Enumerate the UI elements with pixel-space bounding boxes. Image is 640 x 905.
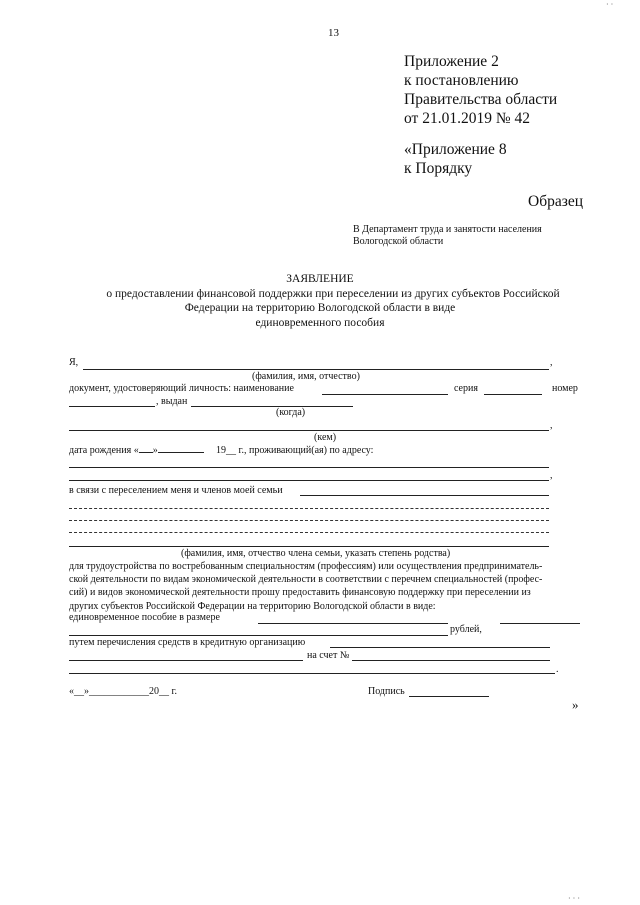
appendix-line: от 21.01.2019 № 42: [404, 110, 530, 127]
document-title: [0, 272, 640, 330]
by-whom-caption: (кем): [314, 432, 337, 443]
credit-org-field[interactable]: [330, 647, 550, 648]
appendix-line: Правительства области: [404, 91, 558, 108]
credit-org-field-2[interactable]: [69, 660, 303, 661]
series-field[interactable]: [484, 394, 542, 395]
signature-label: Подпись: [368, 686, 405, 697]
birth-prefix: дата рождения «: [69, 445, 139, 456]
family-member-field-4[interactable]: [69, 532, 549, 533]
appendix8-block: [404, 140, 507, 178]
allowance-label: единовременное пособие в размере: [69, 612, 220, 623]
appendix-block: [404, 52, 557, 128]
issued-label: , выдан: [156, 396, 188, 407]
title-line: ЗАЯВЛЕНИЕ: [286, 273, 354, 285]
addressee-line: Вологодской области: [353, 236, 444, 247]
fio-field[interactable]: [83, 369, 549, 370]
title-line: о предоставлении финансовой поддержки при переселении из других субъектов Российской: [106, 287, 560, 300]
family-member-field-1[interactable]: [300, 495, 549, 496]
when-caption: (когда): [276, 407, 306, 418]
purpose-line: ской деятельности по видам экономической деятельности в соответствии с перечнем специальностей (профес-: [69, 574, 543, 586]
comma: ,: [550, 357, 553, 368]
fio-caption: (фамилия, имя, отчество): [252, 371, 360, 382]
transfer-label: путем перечисления средств в кредитную организацию: [69, 637, 306, 648]
document-label: документ, удостоверяющий личность: наименование: [69, 383, 294, 394]
rubles-label: рублей,: [450, 624, 482, 635]
number-field[interactable]: [69, 406, 155, 407]
birth-month-field[interactable]: [158, 452, 204, 453]
family-member-field-2[interactable]: [69, 508, 549, 509]
period: .: [556, 664, 559, 675]
purpose-line: других субъектов Российской Федерации на территорию Вологодской области в виде:: [69, 600, 436, 612]
family-member-field-5[interactable]: [69, 546, 549, 547]
ya-label: Я,: [69, 357, 79, 368]
purpose-line: для трудоустройства по востребованным специальностям (профессиям) или осуществления предприниматель-: [69, 561, 543, 572]
title-line: Федерации на территорию Вологодской области в виде: [184, 302, 456, 314]
number-label: номер: [552, 383, 578, 394]
appendix-line: к постановлению: [404, 72, 519, 89]
birth-date-label: [69, 445, 204, 456]
scan-mark-bottom: · · ·: [568, 894, 580, 903]
purpose-line: сий) и видов экономической деятельности прошу предоставить финансовую поддержку при переселении из: [69, 587, 531, 599]
appendix8-line: к Порядку: [404, 160, 473, 177]
allowance-words-field-2[interactable]: [69, 635, 448, 636]
closing-quote: »: [572, 697, 579, 712]
purpose-paragraph: [69, 560, 579, 613]
issued-by-field[interactable]: [69, 430, 549, 431]
allowance-amount-field[interactable]: [258, 623, 448, 624]
scan-mark-top: · ·: [606, 0, 614, 9]
appendix-line: Приложение 2: [404, 53, 499, 70]
comma-2: ,: [550, 420, 553, 431]
signature-field[interactable]: [409, 696, 489, 697]
title-line: единовременного пособия: [255, 316, 385, 329]
birth-year-label: 19__ г., проживающий(ая) по адресу:: [216, 445, 374, 456]
birth-day-field[interactable]: [139, 452, 153, 453]
account-label: на счет №: [307, 650, 350, 661]
allowance-words-field[interactable]: [500, 623, 580, 624]
birth-quote: »: [152, 445, 158, 456]
sample-label: Образец: [528, 193, 584, 210]
appendix8-line: «Приложение 8: [404, 141, 507, 158]
issued-date-field[interactable]: [191, 406, 353, 407]
addressee: [353, 224, 542, 248]
page-number: 13: [328, 27, 339, 39]
relocation-label: в связи с переселением меня и членов моей семьи: [69, 485, 283, 496]
address-line-1[interactable]: [69, 467, 549, 468]
addressee-line: В Департамент труда и занятости населения: [353, 224, 542, 235]
comma-3: ,: [550, 470, 553, 481]
account-field-2[interactable]: [69, 673, 555, 674]
series-label: серия: [454, 383, 478, 394]
family-member-field-3[interactable]: [69, 520, 549, 521]
document-name-field[interactable]: [322, 394, 448, 395]
family-caption: (фамилия, имя, отчество члена семьи, указать степень родства): [181, 548, 451, 559]
account-number-field[interactable]: [352, 660, 550, 661]
address-line-2[interactable]: [69, 480, 549, 481]
date-field[interactable]: «__»____________20__ г.: [69, 686, 177, 697]
